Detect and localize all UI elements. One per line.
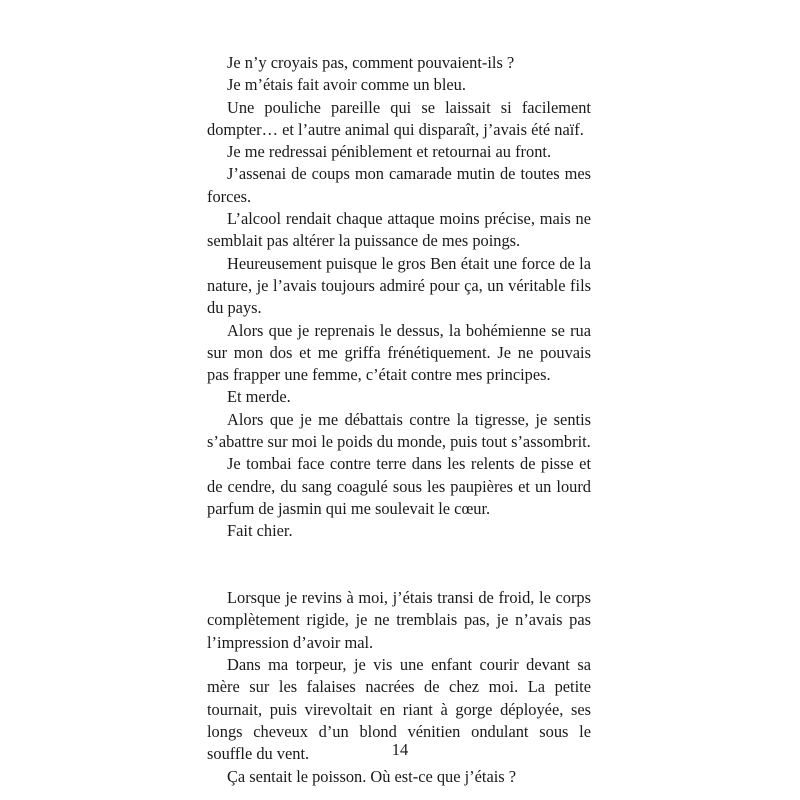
paragraph: Dans ma torpeur, je vis une enfant courir devant sa mère sur les falaises nacrées de chez moi. La petite tournait, puis virevoltait en riant à gorge déployée, ses longs cheveux d’un blond vénitien ondulant sous le souffle du vent. (207, 655, 591, 764)
paragraph: Fait chier. (227, 521, 293, 541)
section-break (207, 565, 591, 587)
section-break (207, 543, 591, 565)
paragraph: Alors que je me débattais contre la tigresse, je sentis s’abattre sur moi le poids du monde, puis tout s’assombrit. (207, 409, 591, 452)
paragraph: Une pouliche pareille qui se laissait si facilement dompter… et l’autre animal qui disparaît, j’avais été naïf. (207, 97, 591, 139)
body-text (207, 52, 591, 788)
paragraph: L’alcool rendait chaque attaque moins précise, mais ne semblait pas altérer la puissance de mes poings. (207, 209, 591, 251)
paragraph: Je tombai face contre terre dans les relents de pisse et de cendre, du sang coagulé sous les paupières et un lourd parfum de jasmin qui me soulevait le cœur. (207, 454, 591, 518)
paragraph: Alors que je reprenais le dessus, la bohémienne se rua sur mon dos et me griffa frénétiquement. Je ne pouvais pas frapper une femme, c’était contre mes principes. (207, 320, 591, 385)
paragraph: Je m’étais fait avoir comme un bleu. (227, 75, 466, 95)
paragraph: Je n’y croyais pas, comment pouvaient-ils ? (227, 53, 515, 72)
paragraph: Je me redressai péniblement et retournai au front. (227, 142, 552, 162)
paragraph: Et merde. (227, 387, 291, 407)
paragraph: Ça sentait le poisson. Où est-ce que j’étais ? (227, 766, 517, 786)
paragraph: Heureusement puisque le gros Ben était une force de la nature, je l’avais toujours admiré pour ça, un véritable fils du pays. (207, 253, 591, 318)
paragraph: Lorsque je revins à moi, j’étais transi de froid, le corps complètement rigide, je ne tremblais pas, je n’avais pas l’impression d’avoir mal. (207, 588, 591, 652)
page-number: 14 (391, 740, 409, 759)
paragraph: J’assenai de coups mon camarade mutin de toutes mes forces. (207, 164, 591, 206)
